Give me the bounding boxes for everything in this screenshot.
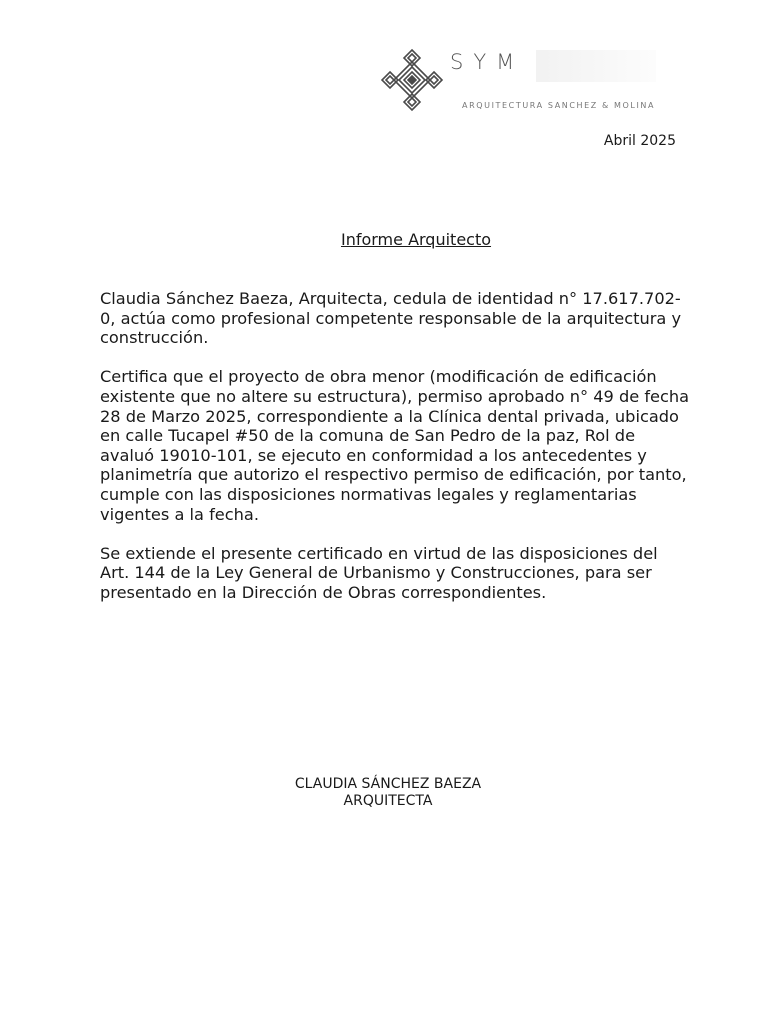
signature-role: ARQUITECTA (343, 793, 433, 809)
logo-wordmark: SYM (450, 50, 525, 74)
document-date: Abril 2025 (603, 133, 676, 149)
paragraph-identification: Claudia Sánchez Baeza, Arquitecta, cedula de identidad n° 17.617.702-0, actúa como profesional competente responsable de la arquitectura y construcción. (100, 289, 682, 348)
document-body (100, 289, 690, 622)
logo-faded-area (536, 50, 656, 82)
paragraph-certification: Certifica que el proyecto de obra menor (modificación de edificación existente que no altere su estructura), permiso aprobado n° 49 de fecha 28 de Marzo 2025, correspondiente a la Clínica dental privada, ubicado en calle Tucapel #50 de la comuna de San Pedro de la paz, Rol de avaluó 19010-101, se ejecuto en conformidad a los antecedentes y planimetría que autorizo el respectivo permiso de edificación, por tanto, cumple con las disposiciones normativas legales y reglamentarias vigentes a la fecha. (100, 367, 690, 524)
logo-tagline: ARQUITECTURA SANCHEZ & MOLINA (462, 101, 656, 110)
paragraph-legal-basis: Se extiende el presente certificado en virtud de las disposiciones del Art. 144 de la Ley General de Urbanismo y Construcciones, para ser presentado en la Dirección de Obras correspondientes. (100, 543, 658, 602)
company-logo (380, 46, 658, 112)
geometric-knot-logo-icon (380, 48, 444, 112)
document-title: Informe Arquitecto (340, 230, 492, 249)
signature-block (0, 776, 768, 810)
signature-name: CLAUDIA SÁNCHEZ BAEZA (294, 776, 482, 792)
